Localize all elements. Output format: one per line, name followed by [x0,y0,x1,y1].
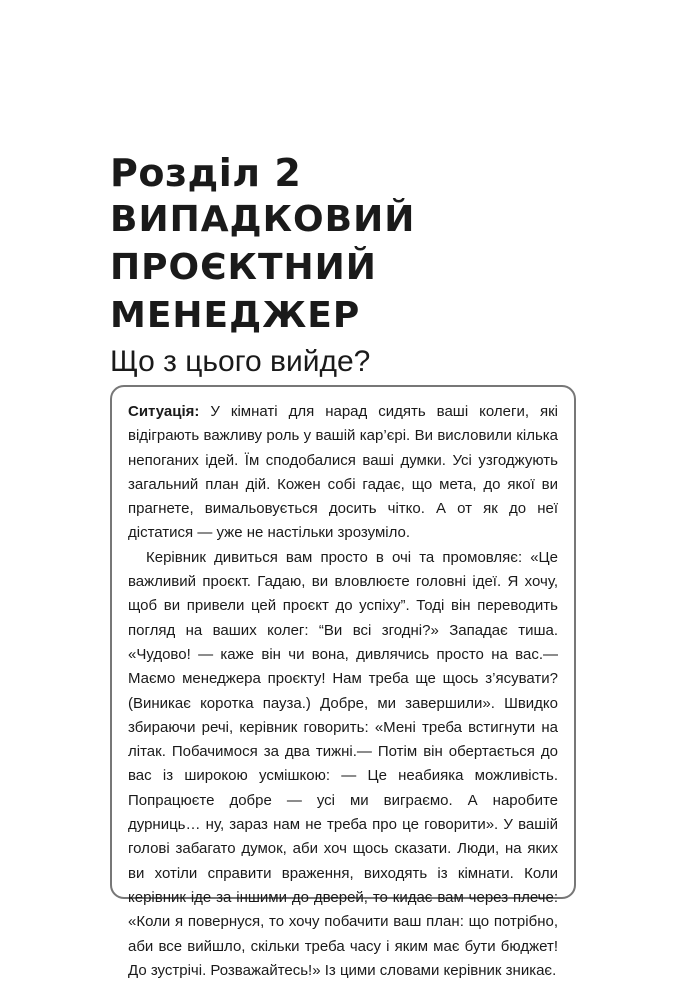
chapter-title-line-1: ВИПАДКОВИЙ [110,199,416,240]
chapter-header [110,150,630,382]
chapter-title-line-2: ПРОЄКТНИЙ МЕНЕДЖЕР [110,247,377,336]
situation-label: Ситуація: [128,403,200,420]
situation-box [110,385,576,979]
situation-paragraph-1-text: У кімнаті для нарад сидять ваші колеги, які відіграють важливу роль у вашій кар’єрі. Ви висловили кілька непоганих ідей. Їм сподобалися ваші думки. Усі узгоджують загальний план дій. Кожен собі гадає, що мета, до якої ви прагнете, вимальовується досить чітко. А от як до неї дістатися — уже не настільки зрозуміло. [128,403,558,542]
chapter-number: Розділ 2 [110,151,302,195]
chapter-subtitle: Що з цього вийде? [110,345,371,378]
situation-paragraph-1 [128,400,558,546]
situation-paragraph-2: Керівник дивиться вам просто в очі та промовляє: «Це важливий проєкт. Гадаю, ви вловлюєте головні ідеї. Я хочу, щоб ви привели цей проєкт до успіху”. Тоді він переводить погляд на ваших колег: “Ви всі згодні?» Западає тиша. «Чудово! — каже він чи вона, дивлячись просто на вас.— Маємо менеджера проєкту! Нам треба ще щось з’ясувати? (Виникає коротка пауза.) Добре, ми завершили». Швидко збираючи речі, керівник говорить: «Мені треба встигнути на літак. Побачимося за два тижні.— Потім він обертається до вас із широкою усмішкою: — Це неабияка можливість. Попрацюєте добре — усі ми виграємо. А наробите дурниць… ну, зараз нам не треба про це говорити». У вашій голові забагато думок, аби хоч щось сказати. Люди, на яких ви хотіли справити враження, виходять із кімнати. Коли керівник іде за іншими до дверей, то кидає вам через плече: «Коли я повернуся, то хочу побачити ваш план: що потрібно, аби все вийшло, скільки треба часу і яким має бути бюджет! До зустрічі. Розважайтесь!» Із цими словами керівник зникає. [128,548,558,979]
